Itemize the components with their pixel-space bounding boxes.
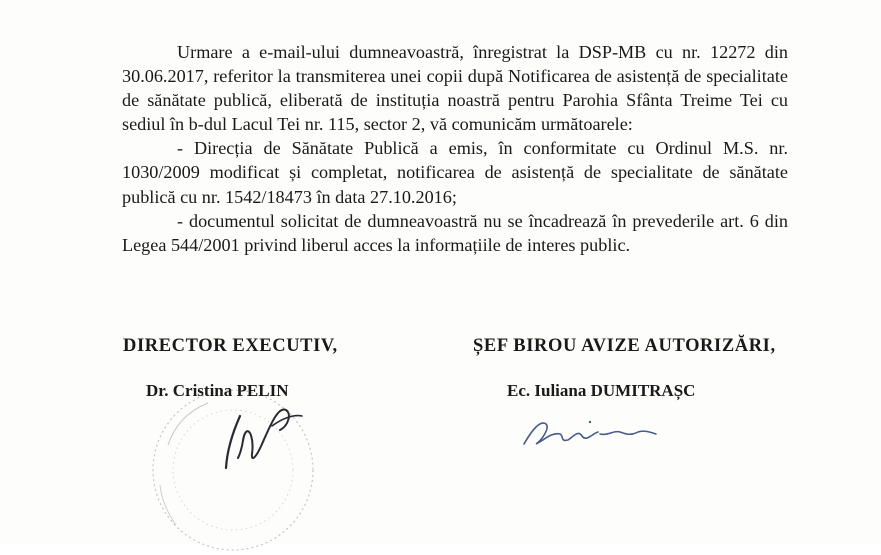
head-of-office-signature [520,410,660,455]
director-name: Dr. Cristina PELIN [146,381,289,400]
director-signature [218,396,308,486]
letter-body [122,40,788,257]
letter-item-notification: - Direcția de Sănătate Publică a emis, în conformitate cu Ordinul M.S. nr. 1030/2009 modificat și completat, notificarea de asistență de specialitate de sănătate publică cu nr. 1542/18473 în data 27.10.2016; [122,138,788,207]
director-title: DIRECTOR EXECUTIV, [123,336,338,356]
head-of-office-name: Ec. Iuliana DUMITRAȘC [507,381,696,400]
letter-paragraph-intro: Urmare a e-mail-ului dumneavoastră, înregistrat la DSP-MB cu nr. 12272 din 30.06.2017, referitor la transmiterea unei copii după Notificarea de asistență de specialitate de sănătate publică, eliberată de instituția noastră pentru Parohia Sfânta Treime Tei cu sediul în b-dul Lacul Tei nr. 115, sector 2, vă comunicăm următoarele: [122,42,788,135]
letter-item-legal-basis: - documentul solicitat de dumneavoastră nu se încadrează în prevederile art. 6 din Legea 544/2001 privind liberul acces la informațiile de interes public. [122,210,788,255]
head-of-office-title: ȘEF BIROU AVIZE AUTORIZĂRI, [473,336,776,356]
